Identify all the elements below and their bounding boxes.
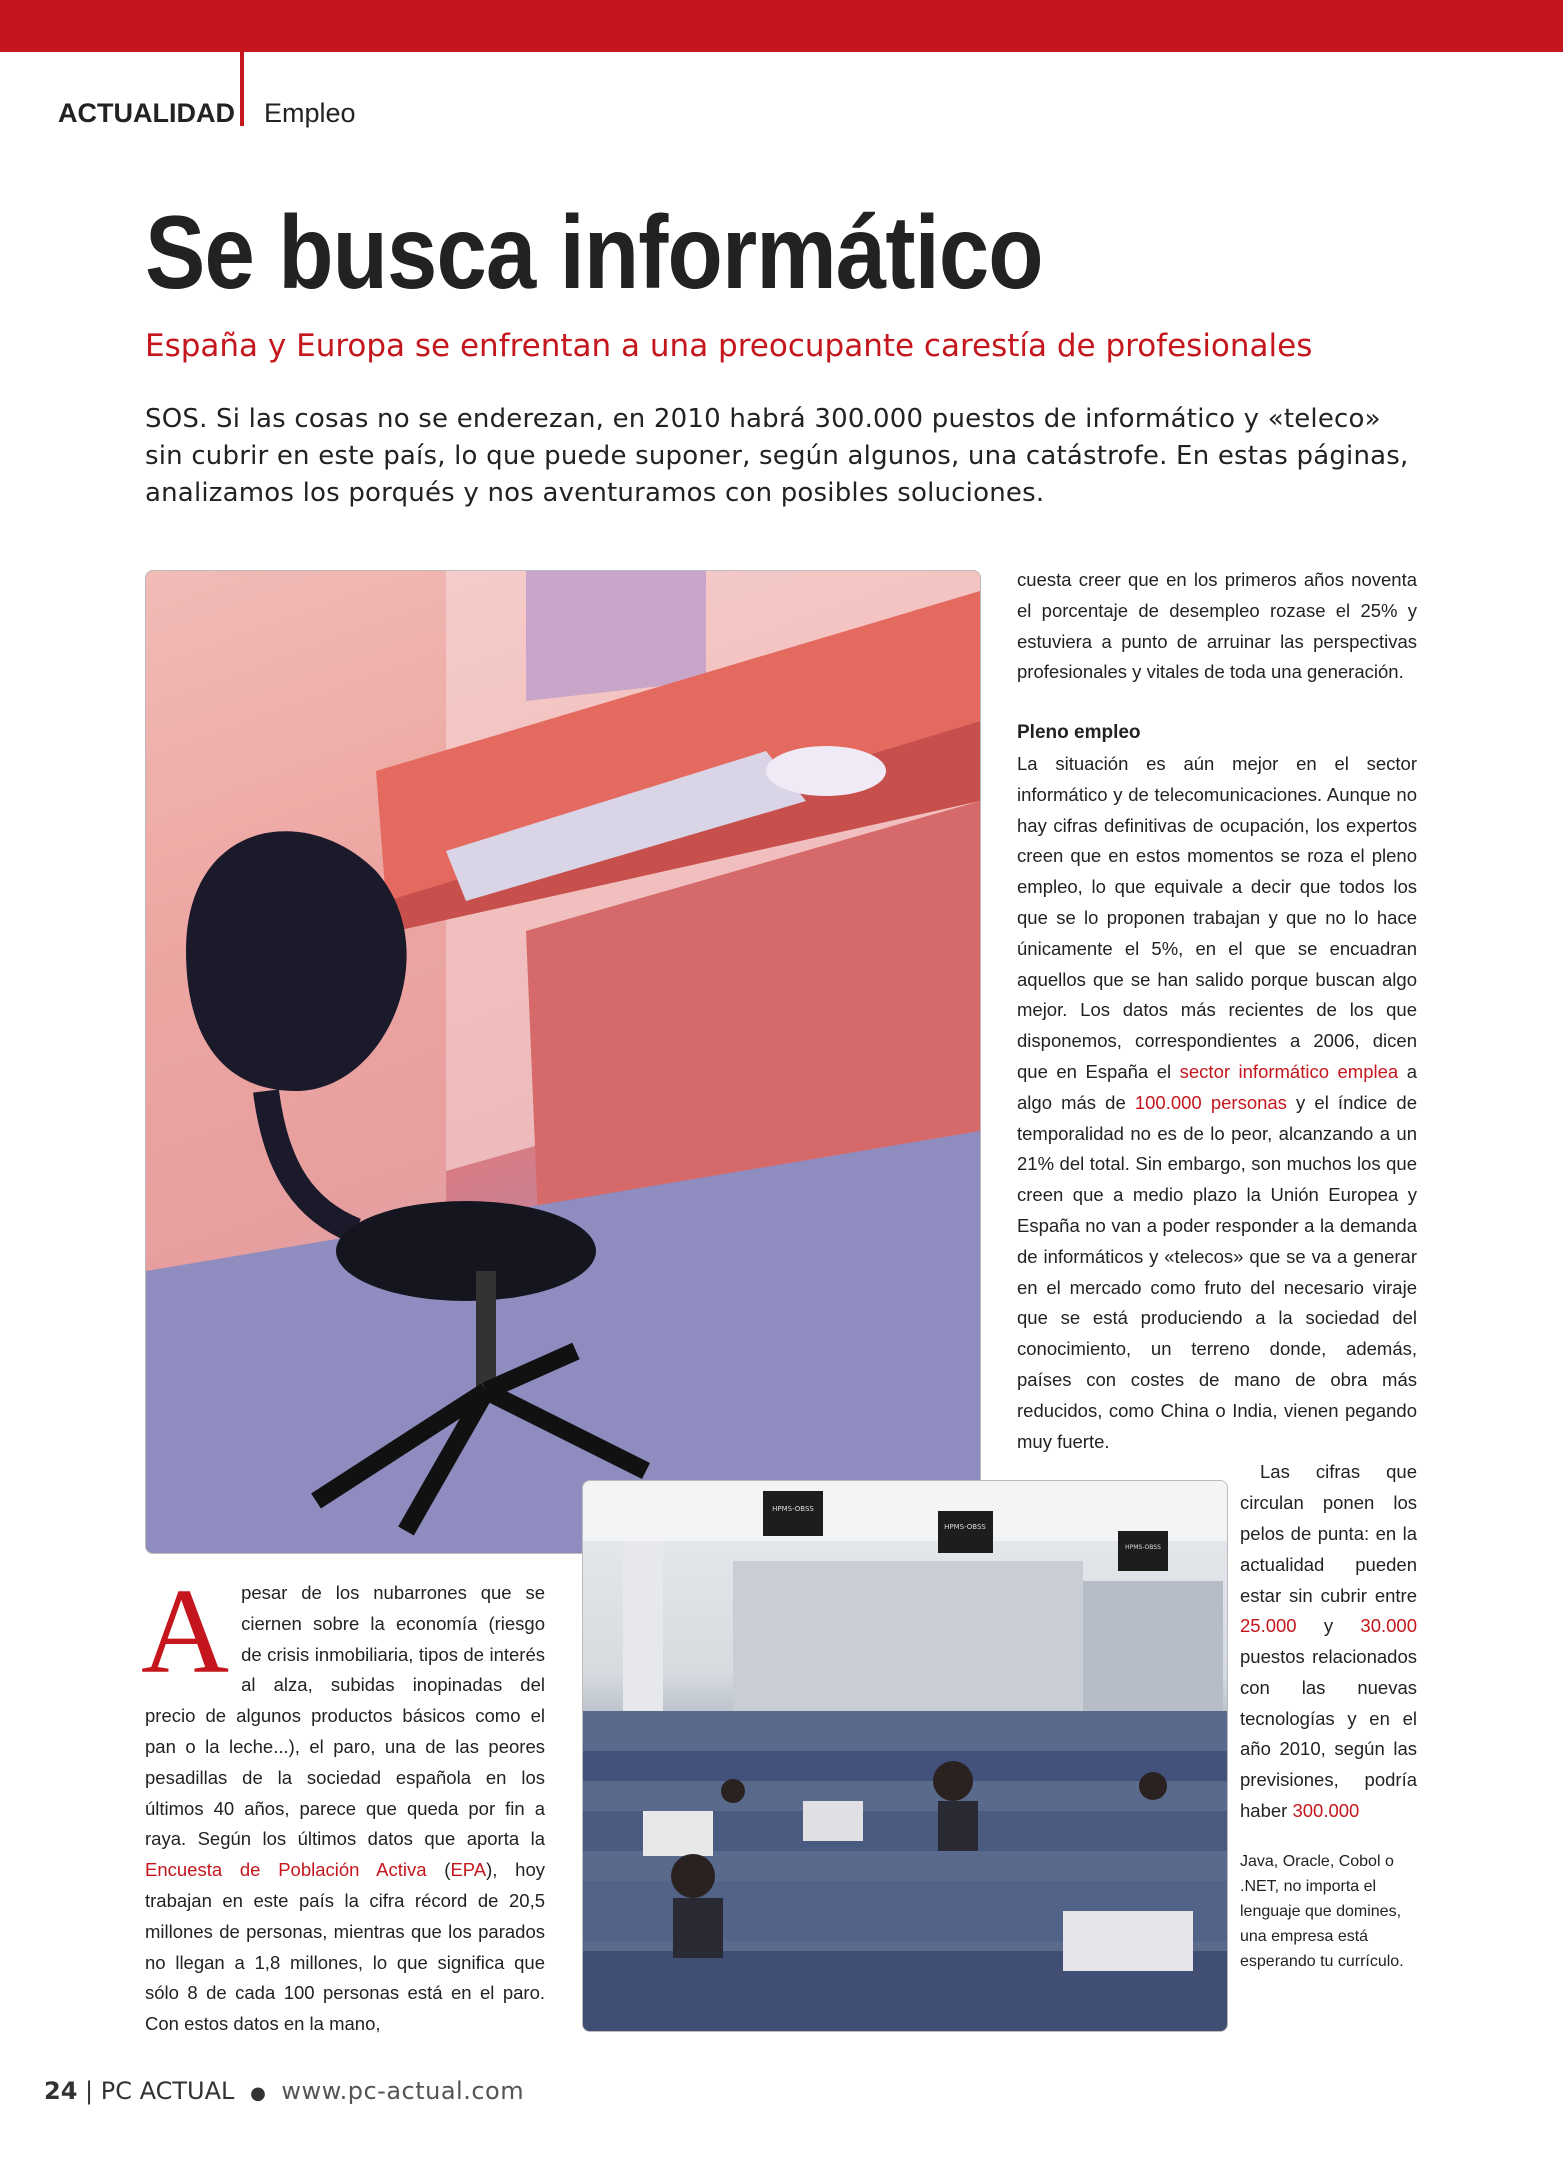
- text: ), hoy trabajan en este país la cifra récord de 20,5 millones de personas, mientras que los parados no llegan a 1,8 millones, lo que significa que sólo 8 de cada 100 personas está en el paro. Con estos datos en la mano,: [145, 1859, 545, 2035]
- text: India, vienen pegando muy fuerte.: [1017, 1399, 1418, 1452]
- paragraph: [141, 1564, 545, 2040]
- section-divider: [240, 52, 244, 126]
- subsection-name: Empleo: [264, 98, 356, 128]
- text: a algo más de: [1017, 1060, 1418, 1113]
- top-red-bar: [0, 0, 1563, 52]
- article-subtitle: España y Europa se enfrentan a una preocupante carestía de profesionales: [145, 328, 1313, 364]
- bullet-icon: ●: [250, 2083, 266, 2104]
- section-name: ACTUALIDAD: [58, 98, 235, 128]
- highlight: 30.000: [1360, 1615, 1417, 1637]
- highlight: sector informático emplea: [1179, 1060, 1399, 1082]
- photo-caption: Java, Oracle, Cobol o .NET, no importa el lenguaje que domines, una empresa está esperando tu currículo.: [1240, 1852, 1404, 1970]
- subheading-pleno-empleo: Pleno empleo: [1017, 722, 1141, 744]
- drop-cap: A: [141, 1564, 230, 1699]
- text: pesar de los nubarrones que se ciernen sobre la economía (riesgo de crisis inmobiliaria, tipos de interés al alza, subidas inopinadas del precio de algunos productos básicos como el pan o la leche...), el paro, una de las peores pesadillas de la sociedad española en los últimos 40 años, parece que queda por fin a raya. Según los últimos datos que aporta la: [145, 1582, 545, 1850]
- text: y el índice de temporalidad no es de lo peor, alcanzando a un 21% del total. Sin embargo, son muchos los que creen que a medio plazo la Unión Europea y España no van a poder responder a la demanda de informáticos y «telecos» que se va a generar en el mercado como fruto del necesario viraje que se está produciendo a la sociedad del conocimiento, un terreno donde, además, países con costes de mano de obra más reducidos, como China o: [1017, 1091, 1417, 1421]
- page-number: 24: [44, 2077, 78, 2105]
- highlight: Encuesta de Población Activa: [145, 1859, 427, 1881]
- office-workers-photo: [582, 1480, 1228, 2032]
- text: y: [1296, 1615, 1361, 1637]
- paragraph: cuesta creer que en los primeros años noventa el porcentaje de desempleo rozase el 25% y estuviera a punto de arruinar las perspectivas profesionales y vitales de toda una generación.: [1017, 569, 1417, 683]
- text: (: [426, 1859, 451, 1881]
- highlight: 300.000: [1292, 1800, 1360, 1822]
- highlight: EPA: [450, 1859, 487, 1881]
- website-link[interactable]: www.pc-actual.com: [281, 2077, 525, 2105]
- sign-label: HPMS-OBSS: [1125, 1544, 1161, 1551]
- section-label: [58, 98, 356, 129]
- text: La situación es aún mejor en el sector informático y de telecomunicaciones. Aunque no hay cifras definitivas de ocupación, los expertos creen que en estos momentos se roza el pleno empleo, lo que equivale a decir que todos los que se lo proponen trabajan y que no lo hace únicamente el 5%, en el que se encuadran aquellos que se han salido porque buscan algo mejor. Los datos más recientes de los que disponemos, correspondientes a 2006, dicen que en España el: [1017, 752, 1417, 1082]
- paragraph: [1017, 749, 1417, 1457]
- text: puestos relacionados con las nuevas tecnologías y en el año 2010, según las previsiones, podría haber: [1240, 1646, 1417, 1822]
- highlight: 100.000 personas: [1134, 1091, 1287, 1113]
- left-column: [141, 1564, 545, 2040]
- highlight: 25.000: [1240, 1615, 1297, 1637]
- footer-divider: |: [85, 2077, 94, 2105]
- text: Las cifras que circulan ponen los pelos de punta: en la actualidad pueden estar sin cubrir entre: [1240, 1461, 1417, 1606]
- magazine-name: PC ACTUAL: [100, 2077, 235, 2105]
- page-footer: [44, 2077, 524, 2105]
- sign-label: HPMS-OBSS: [772, 1505, 814, 1513]
- article-title: Se busca informático: [145, 195, 1043, 311]
- article-intro: SOS. Si las cosas no se enderezan, en 2010 habrá 300.000 puestos de informático y «teleco» sin cubrir en este país, lo que puede suponer, según algunos, una catástrofe. En estas páginas, analizamos los porqués y nos aventuramos con posibles soluciones.: [145, 404, 1409, 508]
- office-chair-photo: [145, 570, 981, 1554]
- sign-label: HPMS-OBSS: [944, 1523, 986, 1531]
